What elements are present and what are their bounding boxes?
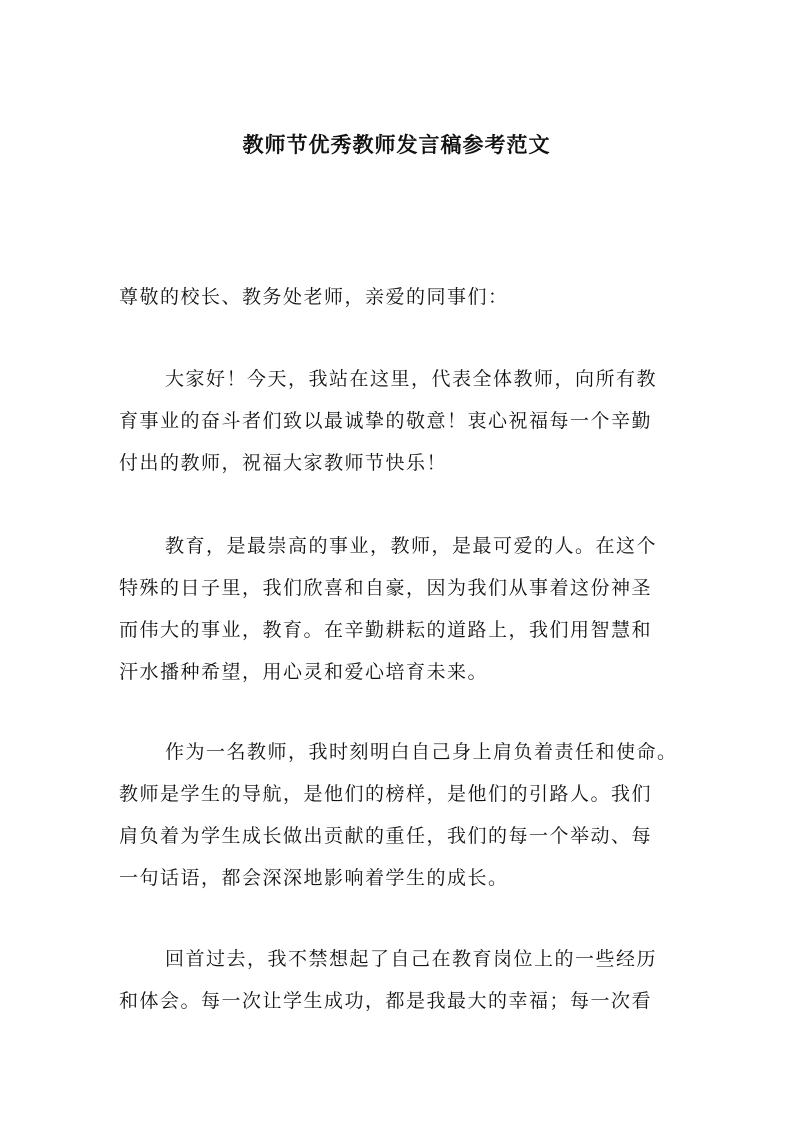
paragraph-line: 回首过去，我不禁想起了自己在教育岗位上的一些经历 bbox=[165, 948, 658, 970]
paragraph-line: 和体会。每一次让学生成功，都是我最大的幸福；每一次看 bbox=[119, 990, 653, 1012]
paragraph-line: 肩负着为学生成长做出贡献的重任，我们的每一个举动、每 bbox=[119, 825, 653, 847]
paragraph-line: 教育，是最崇高的事业，教师，是最可爱的人。在这个 bbox=[165, 535, 658, 557]
paragraph-line: 教师是学生的导航，是他们的榜样，是他们的引路人。我们 bbox=[119, 783, 653, 805]
paragraph-4 bbox=[119, 938, 699, 1022]
paragraph-3 bbox=[119, 731, 699, 899]
paragraph-2 bbox=[119, 525, 699, 693]
paragraph-line: 作为一名教师，我时刻明白自己身上肩负着责任和使命。 bbox=[165, 741, 678, 763]
paragraph-line: 特殊的日子里，我们欣喜和自豪，因为我们从事着这份神圣 bbox=[119, 577, 653, 599]
paragraph-line: 付出的教师，祝福大家教师节快乐！ bbox=[119, 452, 448, 474]
paragraph-line: 汗水播种希望，用心灵和爱心培育未来。 bbox=[119, 661, 489, 683]
paragraph-line: 育事业的奋斗者们致以最诚挚的敬意！衷心祝福每一个辛勤 bbox=[119, 410, 653, 432]
paragraph-line: 一句话语，都会深深地影响着学生的成长。 bbox=[119, 867, 509, 889]
salutation: 尊敬的校长、教务处老师，亲爱的同事们： bbox=[119, 286, 509, 308]
paragraph-1 bbox=[119, 358, 699, 484]
document-title: 教师节优秀教师发言稿参考范文 bbox=[242, 132, 551, 157]
paragraph-line: 大家好！今天，我站在这里，代表全体教师，向所有教 bbox=[165, 368, 658, 390]
paragraph-line: 而伟大的事业，教育。在辛勤耕耘的道路上，我们用智慧和 bbox=[119, 619, 653, 641]
